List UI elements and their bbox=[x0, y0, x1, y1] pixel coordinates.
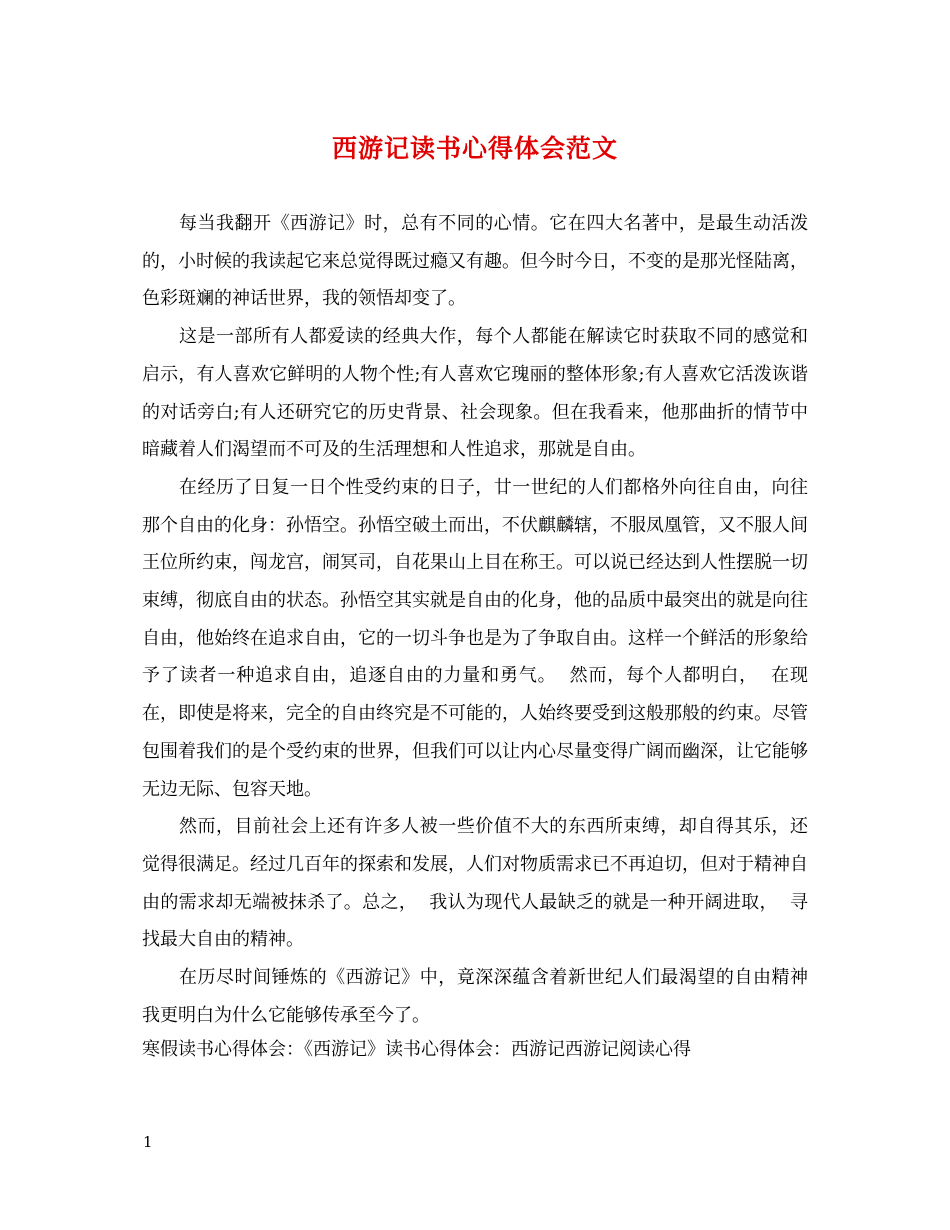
document-title: 西游记读书心得体会范文 bbox=[331, 134, 618, 163]
paragraph-3: 在经历了日复一日个性受约束的日子，廿一世纪的人们都格外向往自由，向往那个自由的化身：孙悟空。孙悟空破土而出，不伏麒麟辖，不服凤凰管，又不服人间王位所约束，闯龙宫，闹冥司，自花果山上目在称王。可以说已经达到人性摆脱一切束缚，彻底自由的状态。孙悟空其实就是自由的化身，他的品质中最突出的就是向往自由，他始终在追求自由，它的一切斗争也是为了争取自由。这样一个鲜活的形象给予了读者一种追求自由，追逐自由的力量和勇气。 然而，每个人都明白， 在现在，即使是将来，完全的自由终究是不可能的，人始终要受到这般那般的约束。尽管包围着我们的是个受约束的世界，但我们可以让内心尽量变得广阔而幽深，让它能够无边无际、包容天地。 bbox=[142, 476, 808, 800]
paragraph-1: 每当我翻开《西游记》时，总有不同的心情。它在四大名著中，是最生动活泼的，小时候的我读起它来总觉得既过瘾又有趣。但今时今日，不变的是那光怪陆离，色彩斑斓的神话世界，我的领悟却变了。 bbox=[142, 213, 808, 310]
page-number: 1 bbox=[143, 1133, 153, 1151]
paragraph-2: 这是一部所有人都爱读的经典大作，每个人都能在解读它时获取不同的感觉和启示，有人喜欢它鲜明的人物个性;有人喜欢它瑰丽的整体形象;有人喜欢它活泼诙谐的对话旁白;有人还研究它的历史背景、社会现象。但在我看来，他那曲折的情节中暗藏着人们渴望而不可及的生活理想和人性追求，那就是自由。 bbox=[142, 326, 808, 461]
paragraph-5: 在历尽时间锤炼的《西游记》中，竟深深蕴含着新世纪人们最渴望的自由精神我更明白为什么它能够传承至今了。 bbox=[142, 967, 808, 1026]
document-body bbox=[142, 205, 808, 1066]
paragraph-4: 然而，目前社会上还有许多人被一些价值不大的东西所束缚，却自得其乐，还觉得很满足。经过几百年的探索和发展，人们对物质需求已不再迫切，但对于精神自由的需求却无端被抹杀了。总之， 我认为现代人最缺乏的就是一种开阔进取， 寻找最大自由的精神。 bbox=[142, 816, 808, 951]
related-articles-line: 寒假读书心得体会：《西游记》读书心得体会：西游记西游记阅读心得 bbox=[142, 1039, 691, 1061]
